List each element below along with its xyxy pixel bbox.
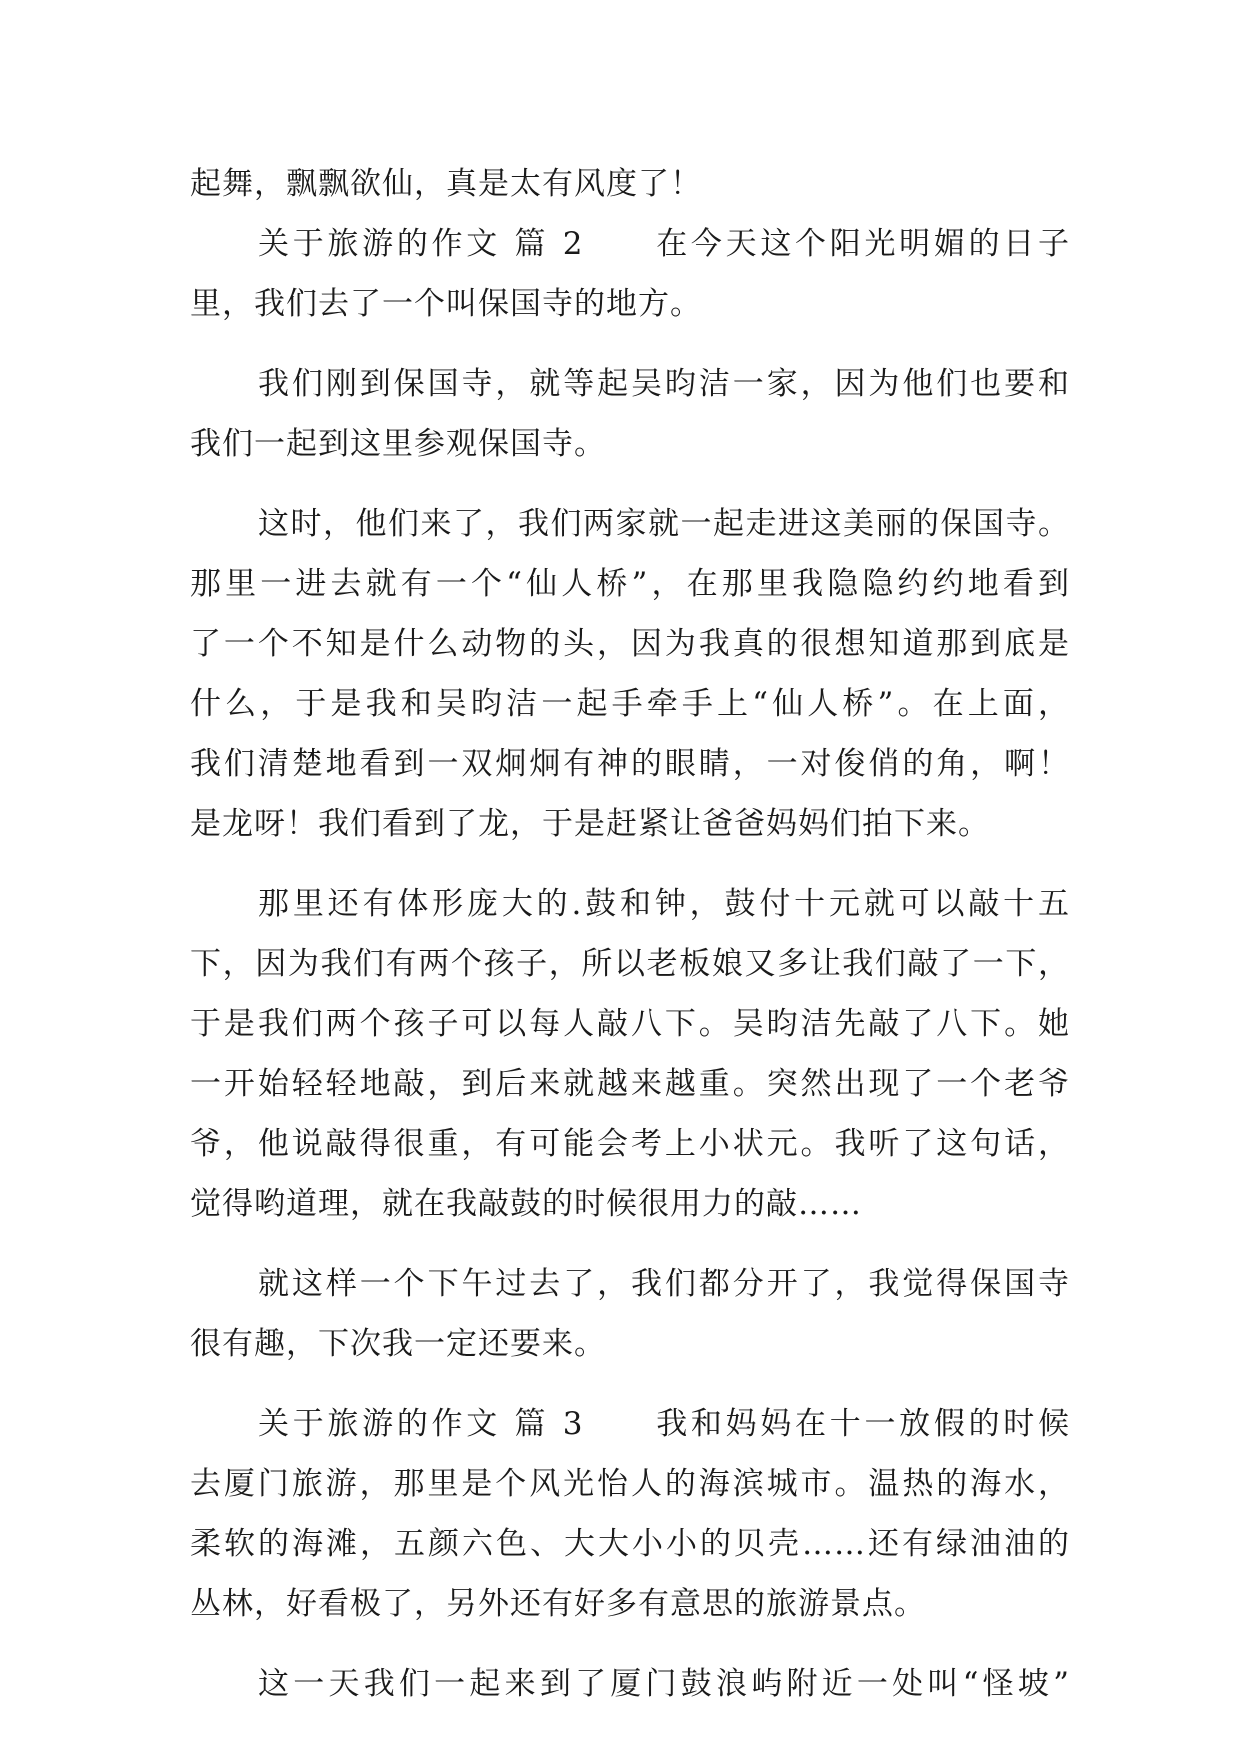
text-line: 我们刚到保国寺，就等起吴昀洁一家，因为他们也要和 [258, 366, 1070, 402]
text-line: 了一个不知是什么动物的头，因为我真的很想知道那到底是 [190, 626, 1070, 662]
section-heading-line [258, 1394, 1070, 1454]
text-line: 起舞，飘飘欲仙，真是太有风度了！ [190, 166, 702, 202]
text-line: 于是我们两个孩子可以每人敲八下。吴昀洁先敲了八下。她 [190, 1006, 1070, 1042]
text-line: 里，我们去了一个叫保国寺的地方。 [190, 286, 702, 322]
text-line: 柔软的海滩，五颜六色、大大小小的贝壳……还有绿油油的 [190, 1526, 1070, 1562]
text-line: 下，因为我们有两个孩子，所以老板娘又多让我们敲了一下， [190, 946, 1070, 982]
text-line: 我和妈妈在十一放假的时候 [653, 1406, 1071, 1442]
text-line: 我们一起到这里参观保国寺。 [190, 426, 606, 462]
text-line: 一开始轻轻地敲，到后来就越来越重。突然出现了一个老爷 [190, 1066, 1070, 1102]
text-line: 我们清楚地看到一双炯炯有神的眼睛，一对俊俏的角，啊！ [190, 746, 1070, 782]
text-line: 爷，他说敲得很重，有可能会考上小状元。我听了这句话， [190, 1126, 1070, 1162]
text-line: 很有趣，下次我一定还要来。 [190, 1326, 606, 1362]
text-line: 那里一进去就有一个“仙人桥”，在那里我隐隐约约地看到 [190, 566, 1070, 602]
text-line: 是龙呀！我们看到了龙，于是赶紧让爸爸妈妈们拍下来。 [190, 806, 990, 842]
text-line: 那里还有体形庞大的.鼓和钟，鼓付十元就可以敲十五 [258, 886, 1070, 922]
text-line: 这时，他们来了，我们两家就一起走进这美丽的保国寺。 [258, 506, 1070, 542]
text-line: 在今天这个阳光明媚的日子 [653, 226, 1071, 262]
section-title: 关于旅游的作文 篇 2 [258, 226, 584, 262]
section-title: 关于旅游的作文 篇 3 [258, 1406, 584, 1442]
text-line: 就这样一个下午过去了，我们都分开了，我觉得保国寺 [258, 1266, 1070, 1302]
text-line: 去厦门旅游，那里是个风光怡人的海滨城市。温热的海水， [190, 1466, 1070, 1502]
text-line: 丛林，好看极了，另外还有好多有意思的旅游景点。 [190, 1586, 926, 1622]
text-line: 什么，于是我和吴昀洁一起手牵手上“仙人桥”。在上面， [190, 686, 1070, 722]
section-heading-line [258, 214, 1070, 274]
text-line: 这一天我们一起来到了厦门鼓浪屿附近一处叫“怪坡” [258, 1666, 1070, 1702]
text-line: 觉得哟道理，就在我敲鼓的时候很用力的敲…… [190, 1186, 862, 1222]
